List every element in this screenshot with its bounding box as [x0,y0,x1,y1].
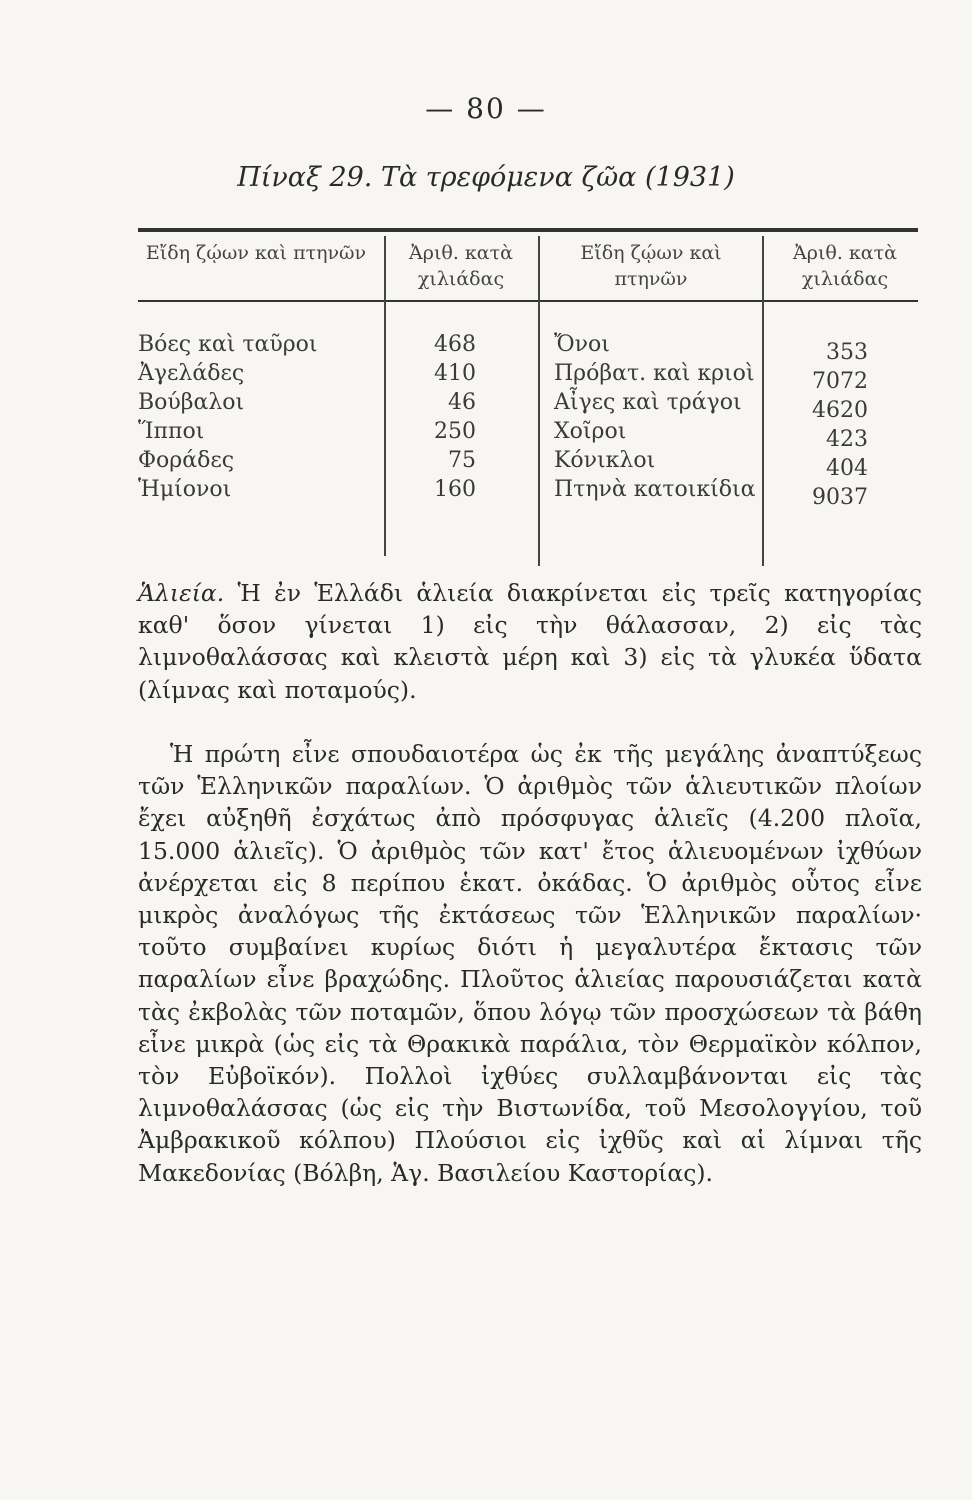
header-count-left: Ἀριθ. κατὰ χιλιάδας [409,242,513,290]
page-number: — 80 — [425,92,547,125]
species-cell: Πτηνὰ κατοικίδια [554,477,756,502]
species-cell: Βόες καὶ ταῦροι [138,332,318,357]
count-column-right [770,338,868,512]
livestock-table [138,222,918,567]
species-cell: Ἀγελάδες [138,361,245,386]
header-count-right: Ἀριθ. κατὰ χιλιάδας [793,242,897,290]
paragraph-fishing-intro [138,577,922,706]
table-header-rule [138,300,918,302]
count-cell: 4620 [812,398,868,423]
species-cell: Βούβαλοι [138,390,245,415]
count-cell: 410 [434,361,476,386]
paragraph-text: Ἡ ἐν Ἑλλάδι ἁλιεία διακρίνεται εἰς τρεῖς κατηγορίας καθ' ὅσον γίνεται 1) εἰς τὴν θάλασσαν, 2) εἰς τὰς λιμνοθαλάσσας καὶ κλειστὰ μέρη καὶ 3) εἰς τὰ γλυκέα ὕδατα (λίμνας καὶ ποταμούς). [138,579,922,704]
species-cell: Ὄνοι [554,332,610,357]
count-cell: 46 [448,390,476,415]
species-column-left [138,330,378,504]
paragraph-fishing-sea: Ἡ πρώτη εἶνε σπουδαιοτέρα ὡς ἐκ τῆς μεγάλης ἀναπτύξεως τῶν Ἑλληνικῶν παραλίων. Ὁ ἀριθμὸς τῶν ἁλιευτικῶν πλοίων ἔχει αὐξηθῆ ἐσχάτως ἀπὸ πρόσφυγας ἁλιεῖς (4.200 πλοῖα, 15.000 ἁλιεῖς). Ὁ ἀριθμὸς τῶν κατ' ἔτος ἁλιευομένων ἰχθύων ἀνέρχεται εἰς 8 περίπου ἑκατ. ὀκάδας. Ὁ ἀριθμὸς οὗτος εἶνε μικρὸς ἀναλόγως τῆς ἐκτάσεως τῶν Ἑλληνικῶν παραλίων· τοῦτο συμβαίνει κυρίως διότι ἡ μεγαλυτέρα ἔκτασις τῶν παραλίων εἶνε βραχώδης. Πλοῦτος ἁλιείας παρουσιάζεται κατὰ τὰς ἐκβολὰς τῶν ποταμῶν, ὅπου λόγῳ τῶν προσχώσεων τὰ βάθη εἶνε μικρὰ (ὡς εἰς τὰ Θρακικὰ παράλια, τὸν Θερμαϊκὸν κόλπον, τὸν Εὐβοϊκόν). Πολλοὶ ἰχθύες συλλαμβάνονται εἰς τὰς λιμνοθαλάσσας (ὡς εἰς τὴν Βιστωνίδα, τοῦ Μεσολογγίου, τοῦ Ἀμβρακικοῦ κόλπου) Πλούσιοι εἰς ἰχθῦς καὶ αἱ λίμναι τῆς Μακεδονίας (Βόλβη, Ἁγ. Βασιλείου Καστορίας). [138,740,922,1187]
count-cell: 468 [434,332,476,357]
section-title: Ἁλιεία. [138,579,225,607]
count-cell: 9037 [812,485,868,510]
header-species-left: Εἴδη ζῴων καὶ πτηνῶν [145,242,367,264]
count-cell: 423 [826,427,868,452]
species-column-right [554,330,764,504]
species-cell: Ἡμίονοι [138,477,232,502]
count-cell: 160 [434,477,476,502]
count-cell: 250 [434,419,476,444]
species-cell: Κόνικλοι [554,448,656,473]
count-cell: 75 [448,448,476,473]
species-cell: Χοῖροι [554,419,627,444]
species-cell: Αἶγες καὶ τράγοι [554,390,742,415]
species-cell: Ἵπποι [138,419,205,444]
column-divider [538,236,540,566]
count-cell: 7072 [812,369,868,394]
header-species-right: Εἴδη ζῴων καὶ πτηνῶν [580,242,722,290]
count-cell: 404 [826,456,868,481]
table-top-rule [138,228,918,232]
column-divider [384,236,386,556]
species-cell: Πρόβατ. καὶ κριοὶ [554,361,755,386]
count-cell: 353 [826,340,868,365]
table-caption: Πίναξ 29. Τὰ τρεφόμενα ζῶα (1931) [237,162,735,193]
species-cell: Φοράδες [138,448,235,473]
count-column-left [390,330,476,504]
